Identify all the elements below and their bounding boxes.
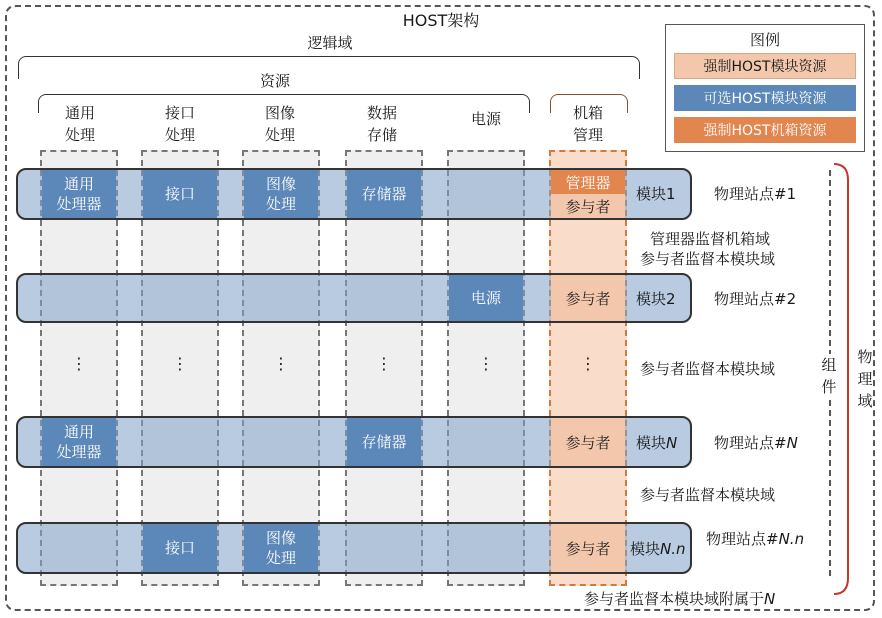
legend-title: 图例 [749, 31, 780, 49]
annotation-manager-supervises: 管理器监督机箱域 [650, 230, 771, 248]
ellipsis-image: ⋮ [273, 354, 289, 373]
logical-domain-label: 逻辑域 [307, 34, 353, 52]
rowN-general-processor: 通用 处理器 [42, 418, 116, 466]
rowNn-image-processing: 图像 处理 [244, 524, 318, 572]
column-head-power: 电源 [470, 110, 501, 128]
ellipsis-interface: ⋮ [172, 354, 188, 373]
logical-domain-brace [18, 56, 640, 79]
rowN-storage: 存储器 [347, 418, 421, 466]
row1-general-processor: 通用 处理器 [42, 170, 116, 218]
legend-item-mandatory-chassis: 强制HOST机箱资源 [674, 117, 856, 143]
column-head-general: 通用 处理 [64, 104, 95, 144]
physical-domain-label: 物 理 域 [857, 348, 873, 410]
diagram-title: HOST架构 [402, 11, 480, 30]
ellipsis-power: ⋮ [478, 354, 494, 373]
ellipsis-storage: ⋮ [376, 354, 392, 373]
column-head-image: 图像 处理 [264, 104, 295, 144]
module-2-label: 模块2 [636, 290, 676, 308]
column-head-chassis: 机箱 管理 [572, 104, 603, 144]
rowNn-participant: 参与者 [551, 524, 625, 572]
module-n-label: 模块N [636, 434, 678, 452]
row2-participant: 参与者 [551, 275, 625, 321]
module-1-label: 模块1 [636, 185, 676, 203]
row1-manager: 管理器 [551, 170, 625, 194]
row1-storage: 存储器 [347, 170, 421, 218]
station-n-label: 物理站点#N [714, 434, 798, 452]
legend [665, 24, 865, 152]
annotation-participant-supervises-3: 参与者监督本模块域 [640, 486, 776, 504]
annotation-participant-supervises-1: 参与者监督本模块域 [640, 250, 776, 268]
station-1-label: 物理站点#1 [714, 185, 797, 203]
ellipsis-chassis: ⋮ [580, 354, 596, 373]
rowN-participant: 参与者 [551, 418, 625, 466]
row1-interface: 接口 [143, 170, 217, 218]
component-label: 组 件 [821, 356, 837, 396]
legend-item-optional-module: 可选HOST模块资源 [674, 85, 856, 111]
annotation-bottom-attached: 参与者监督本模块域附属于N [584, 590, 776, 608]
station-2-label: 物理站点#2 [714, 290, 797, 308]
legend-item-mandatory-module: 强制HOST模块资源 [674, 53, 856, 79]
column-head-storage: 数据 存储 [366, 104, 397, 144]
rowNn-interface: 接口 [143, 524, 217, 572]
row1-participant: 参与者 [551, 194, 625, 218]
module-nn-label: 模块N.n [630, 540, 686, 558]
row1-image-processing: 图像 处理 [244, 170, 318, 218]
resources-label: 资源 [259, 72, 290, 90]
ellipsis-general: ⋮ [71, 354, 87, 373]
row2-power: 电源 [449, 275, 523, 321]
annotation-participant-supervises-2: 参与者监督本模块域 [640, 360, 776, 378]
station-nn-label: 物理站点#N.n [706, 530, 805, 548]
column-head-interface: 接口 处理 [164, 104, 195, 144]
